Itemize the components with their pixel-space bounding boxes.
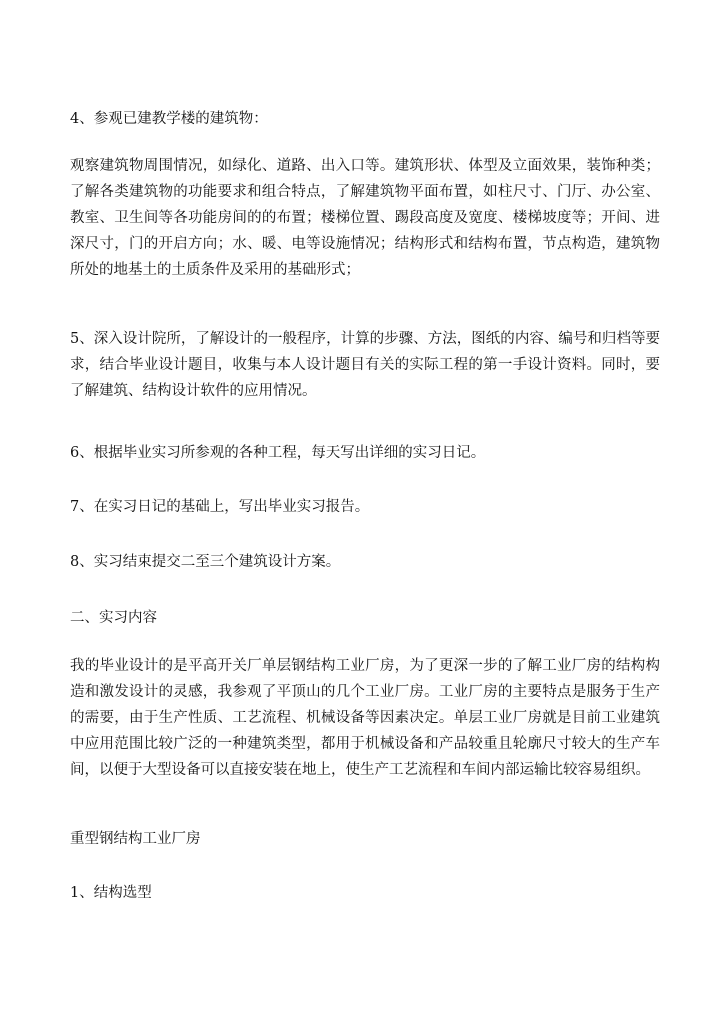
item-7: 7、在实习日记的基础上，写出毕业实习报告。 [70,499,370,515]
paragraph-design-institute: 5、深入设计院所，了解设计的一般程序，计算的步骤、方法，图纸的内容、编号和归档等要求，结合毕业设计题目，收集与本人设计题目有关的实际工程的第一手设计资料。同时，要了解建筑、结构设计软件的应用情况。 [70,331,660,399]
subheading-heavy-steel-plant: 重型钢结构工业厂房 [70,831,201,847]
item-8: 8、实习结束提交二至三个建筑设计方案。 [70,554,341,570]
item-6: 6、根据毕业实习所参观的各种工程，每天写出详细的实习日记。 [70,445,486,461]
subheading-structure-selection: 1、结构选型 [70,885,152,901]
section-heading-internship-content: 二、实习内容 [70,610,157,626]
item-4-heading: 4、参观已建教学楼的建筑物： [70,111,268,127]
paragraph-graduation-design: 我的毕业设计的是平高开关厂单层钢结构工业厂房，为了更深一步的了解工业厂房的结构构造和激发设计的灵感，我参观了平顶山的几个工业厂房。工业厂房的主要特点是服务于生产的需要，由于生产性质、工艺流程、机械设备等因素决定。单层工业厂房就是目前工业建筑中应用范围比较广泛的一种建筑类型，都用于机械设备和产品较重且轮廓尺寸较大的生产车间，以便于大型设备可以直接安装在地上，使生产工艺流程和车间内部运输比较容易组织。 [70,658,660,778]
paragraph-observation: 观察建筑物周围情况，如绿化、道路、出入口等。建筑形状、体型及立面效果，装饰种类；了解各类建筑物的功能要求和组合特点，了解建筑物平面布置，如柱尺寸、门厅、办公室、教室、卫生间等各功能房间的的布置；楼梯位置、踢段高度及宽度、楼梯坡度等；开间、进深尺寸，门的开启方向；水、暖、电等设施情况；结构形式和结构布置，节点构造，建筑物所处的地基土的土质条件及采用的基础形式； [70,158,660,278]
